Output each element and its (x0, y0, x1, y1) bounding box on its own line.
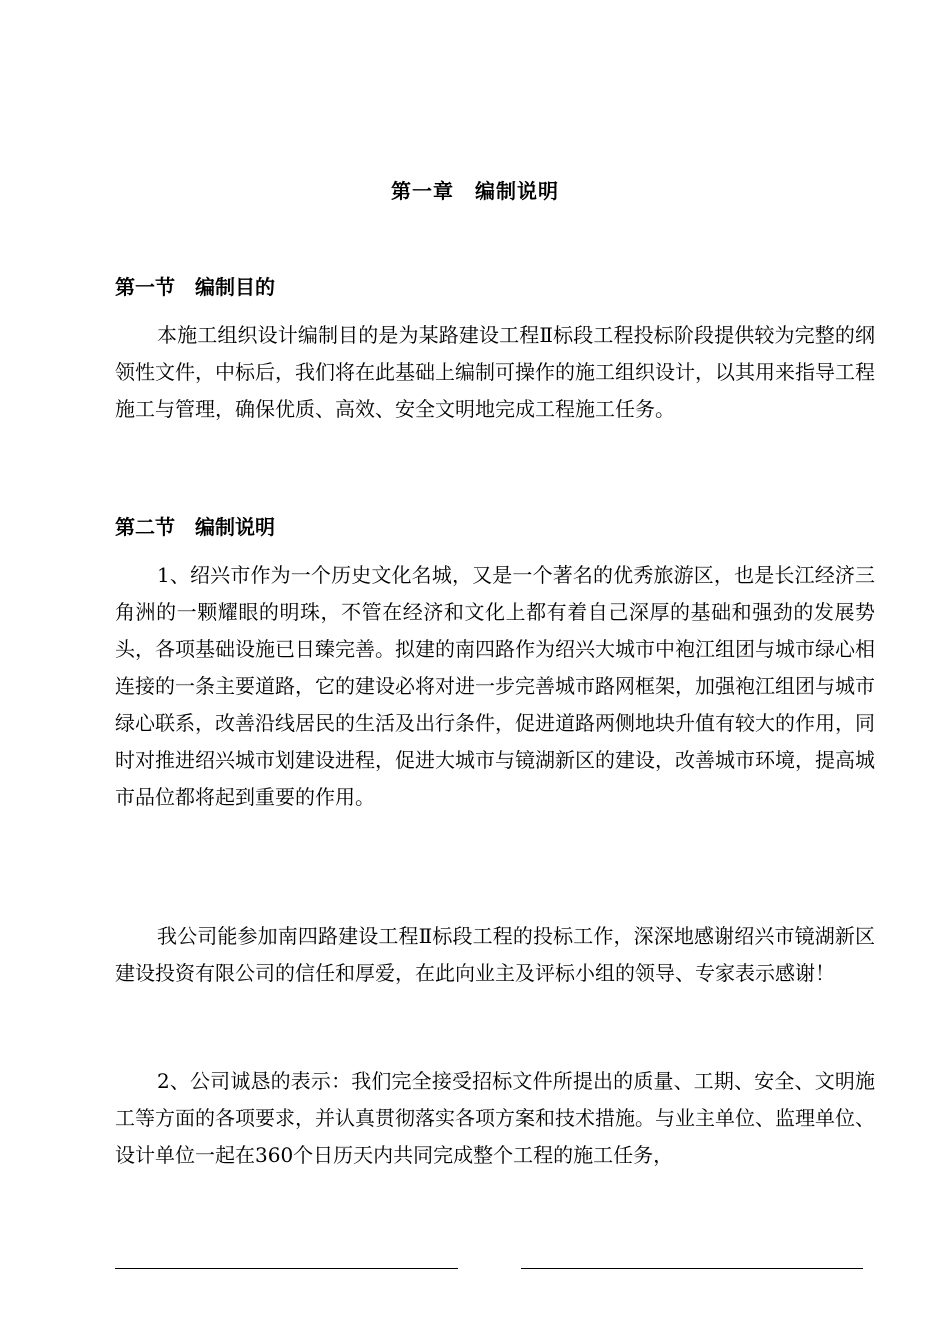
section-heading-purpose: 第一节 编制目的 (115, 275, 275, 299)
paragraph-purpose: 本施工组织设计编制目的是为某路建设工程Ⅱ标段工程投标阶段提供较为完整的纲领性文件，中标后，我们将在此基础上编制可操作的施工组织设计，以其用来指导工程施工与管理，确保优质、高效、安全文明地完成工程施工任务。 (115, 323, 875, 421)
footer-divider-left (115, 1268, 458, 1269)
paragraph-city-background: 1、绍兴市作为一个历史文化名城，又是一个著名的优秀旅游区，也是长江经济三角洲的一颗耀眼的明珠，不管在经济和文化上都有着自己深厚的基础和强劲的发展势头，各项基础设施已日臻完善。拟建的南四路作为绍兴大城市中袍江组团与城市绿心相连接的一条主要道路，它的建设必将对进一步完善城市路网框架，加强袍江组团与城市绿心联系，改善沿线居民的生活及出行条件，促进道路两侧地块升值有较大的作用，同时对推进绍兴城市划建设进程，促进大城市与镜湖新区的建设，改善城市环境，提高城市品位都将起到重要的作用。 (115, 563, 875, 809)
paragraph-gratitude: 我公司能参加南四路建设工程Ⅱ标段工程的投标工作，深深地感谢绍兴市镜湖新区建设投资有限公司的信任和厚爱，在此向业主及评标小组的领导、专家表示感谢！ (115, 924, 875, 985)
footer-divider-right (521, 1268, 863, 1269)
section-heading-description: 第二节 编制说明 (115, 515, 275, 539)
chapter-title: 第一章 编制说明 (391, 179, 559, 203)
paragraph-commitment: 2、公司诚恳的表示：我们完全接受招标文件所提出的质量、工期、安全、文明施工等方面的各项要求，并认真贯彻落实各项方案和技术措施。与业主单位、监理单位、设计单位一起在360个日历天内共同完成整个工程的施工任务， (115, 1069, 875, 1167)
